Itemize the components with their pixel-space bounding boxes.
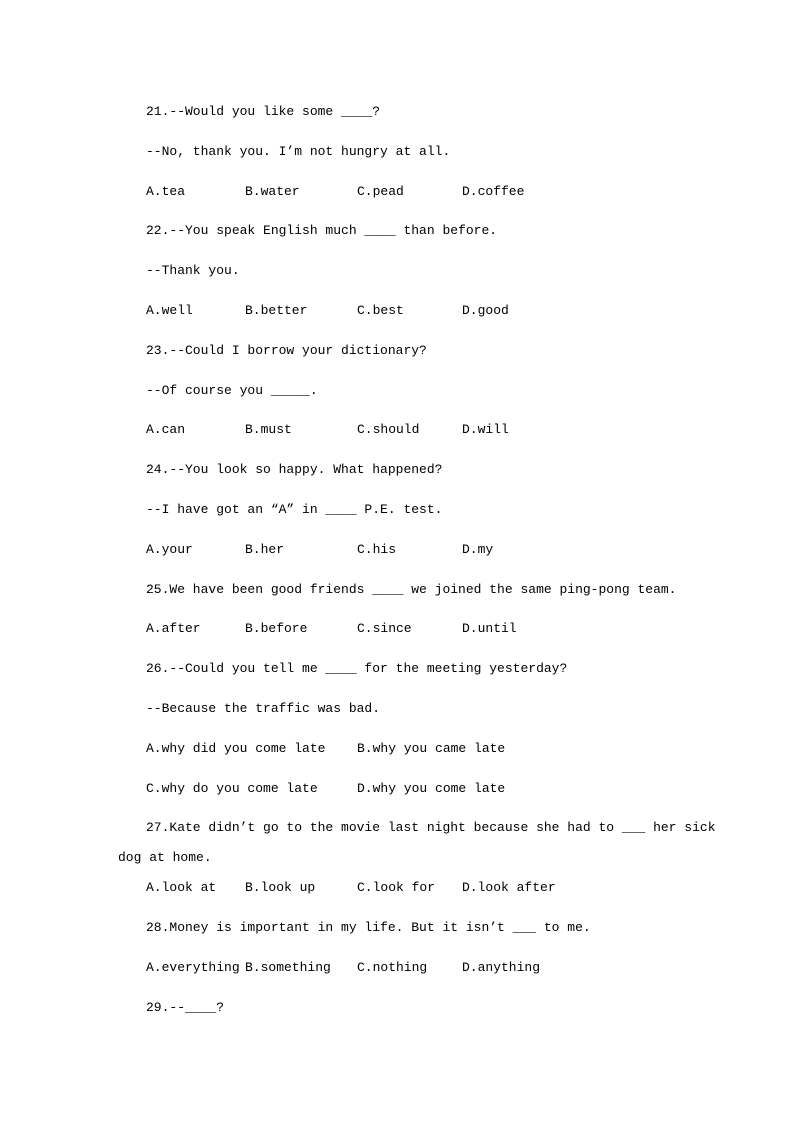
question-21-reply-line: --No, thank you. I’m not hungry at all. bbox=[146, 143, 451, 159]
option-d: D.why you come late bbox=[357, 780, 506, 796]
question-29-line: 29.--____? bbox=[146, 999, 225, 1015]
option-d: D.until bbox=[462, 621, 517, 637]
question-22-options-row bbox=[118, 303, 676, 343]
question-25-options-row bbox=[118, 621, 676, 661]
option-b: B.better bbox=[245, 302, 308, 318]
question-23-reply-line: --Of course you _____. bbox=[146, 382, 318, 398]
option-a: A.tea bbox=[146, 183, 186, 199]
question-26-options-row-1 bbox=[118, 741, 676, 781]
option-a: A.well bbox=[146, 302, 193, 318]
question-26-reply-line: --Because the traffic was bad. bbox=[146, 700, 381, 716]
option-c: C.best bbox=[357, 302, 404, 318]
question-22-line: 22.--You speak English much ____ than before. bbox=[146, 223, 498, 239]
question-28-options-row bbox=[118, 960, 676, 1000]
question-24-line: 24.--You look so happy. What happened? bbox=[146, 462, 443, 478]
option-a: A.why did you come late bbox=[146, 740, 326, 756]
question-27-line-1: 27.Kate didn’t go to the movie last night because she had to ___ her sick bbox=[146, 820, 716, 836]
option-b: B.water bbox=[245, 183, 300, 199]
option-d: D.look after bbox=[462, 880, 556, 896]
option-c: C.nothing bbox=[357, 959, 428, 975]
question-23-line: 23.--Could I borrow your dictionary? bbox=[146, 342, 427, 358]
option-d: D.coffee bbox=[462, 183, 525, 199]
option-b: B.look up bbox=[245, 880, 316, 896]
question-25-line: 25.We have been good friends ____ we joined the same ping-pong team. bbox=[146, 581, 677, 597]
option-a: A.everything bbox=[146, 959, 240, 975]
option-d: D.will bbox=[462, 422, 509, 438]
question-21-options-row bbox=[118, 184, 676, 224]
option-a: A.after bbox=[146, 621, 201, 637]
option-b: B.something bbox=[245, 959, 331, 975]
option-d: D.my bbox=[462, 541, 494, 557]
question-24-options-row bbox=[118, 542, 676, 582]
question-26-line: 26.--Could you tell me ____ for the meeting yesterday? bbox=[146, 661, 568, 677]
option-c: C.why do you come late bbox=[146, 780, 318, 796]
option-d: D.good bbox=[462, 302, 509, 318]
option-a: A.look at bbox=[146, 880, 217, 896]
question-21-line: 21.--Would you like some ____? bbox=[146, 104, 381, 119]
option-b: B.before bbox=[245, 621, 308, 637]
question-26-options-row-2 bbox=[118, 781, 676, 821]
option-c: C.look for bbox=[357, 880, 436, 896]
option-c: C.his bbox=[357, 541, 397, 557]
option-c: C.should bbox=[357, 422, 420, 438]
option-a: A.your bbox=[146, 541, 193, 557]
option-b: B.why you came late bbox=[357, 740, 506, 756]
question-28-line: 28.Money is important in my life. But it isn’t ___ to me. bbox=[146, 920, 591, 936]
option-b: B.must bbox=[245, 422, 292, 438]
option-b: B.her bbox=[245, 541, 285, 557]
option-c: C.pead bbox=[357, 183, 404, 199]
question-22-reply-line: --Thank you. bbox=[146, 263, 240, 279]
option-d: D.anything bbox=[462, 959, 541, 975]
question-23-options-row bbox=[118, 422, 676, 462]
question-27-line-2: dog at home. bbox=[118, 850, 212, 866]
question-27-options-row bbox=[118, 880, 676, 920]
option-a: A.can bbox=[146, 422, 186, 438]
question-24-reply-line: --I have got an “A” in ____ P.E. test. bbox=[146, 501, 443, 517]
option-c: C.since bbox=[357, 621, 412, 637]
